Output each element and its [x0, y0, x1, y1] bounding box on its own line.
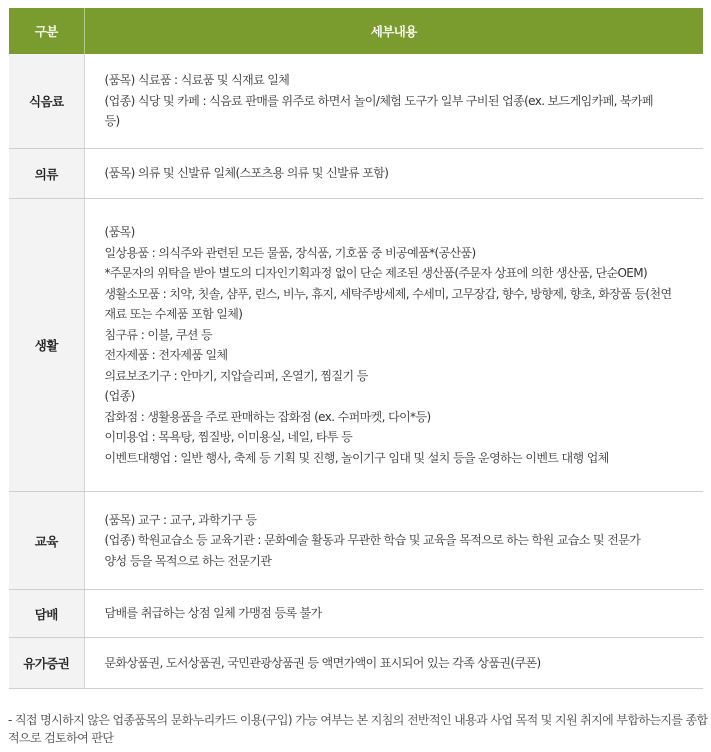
header-details: 세부내용 [84, 8, 703, 54]
detail-line: 이미용업 : 목욕탕, 찜질방, 이미용실, 네일, 타투 등 [104, 430, 353, 444]
table-row [9, 492, 703, 590]
details-cell [84, 54, 703, 149]
table-row [9, 199, 703, 492]
detail-line: 전자제품 : 전자제품 일체 [104, 348, 228, 362]
detail-line: 의료보조기구 : 안마기, 지압슬리퍼, 온열기, 찜질기 등 [104, 368, 368, 383]
table-row [9, 54, 703, 149]
detail-line: (업종) [104, 389, 135, 403]
detail-line: (업종) 식당 및 카페 : 식음료 판매를 위주로 하면서 놀이/체험 도구가 일부 구비된 업종(ex. 보드게임카페, 북카페 [104, 93, 654, 108]
table-header-row [9, 8, 703, 54]
content-wrapper [9, 8, 703, 689]
detail-line: *주문자의 위탁을 받아 별도의 디자인기획과정 없이 단순 제조된 생산품(주문자 상표에 의한 생산품, 단순OEM) [104, 266, 648, 280]
detail-line: (업종) 학원교습소 등 교육기관 : 문화예술 활동과 무관한 학습 및 교육을 목적으로 하는 학원 교습소 및 전문가 [104, 533, 641, 548]
category-cell: 교육 [9, 492, 84, 590]
category-cell: 담배 [9, 590, 84, 638]
detail-line: 잡화점 : 생활용품을 주로 판매하는 잡화점 (ex. 수퍼마켓, 다이*등) [104, 409, 431, 424]
table-row [9, 638, 703, 689]
details-cell [84, 638, 703, 689]
detail-line: 일상용품 : 의식주와 관련된 모든 물품, 장식품, 기호품 중 비공예품*(공산품) [104, 245, 476, 260]
details-cell [84, 492, 703, 590]
detail-line: 양성 등을 목적으로 하는 전문기관 [104, 553, 272, 568]
detail-line: 생활소모품 : 치약, 칫솔, 샴푸, 린스, 비누, 휴지, 세탁주방세제, 수세미, 고무장갑, 향수, 방향제, 향초, 화장품 등(천연 [104, 286, 672, 301]
details-cell [84, 590, 703, 638]
detail-line: 침구류 : 이불, 쿠션 등 [104, 327, 212, 342]
category-details-table [9, 8, 703, 689]
detail-line: 이벤트대행업 : 일반 행사, 축제 등 기획 및 진행, 놀이기구 임대 및 설치 등을 운영하는 이벤트 대행 업체 [104, 450, 609, 465]
detail-line: 등) [104, 114, 120, 129]
table-row [9, 590, 703, 638]
detail-line: (품목) 의류 및 신발류 일체(스포츠용 의류 및 신발류 포함) [104, 166, 389, 181]
footnote: - 직접 명시하지 않은 업종품목의 문화누리카드 이용(구입) 가능 여부는 본 지침의 전반적인 내용과 사업 목적 및 지원 취지에 부합하는지를 종합적으로 검토하여 판단 [8, 713, 708, 745]
header-category: 구분 [9, 8, 84, 54]
category-cell: 식음료 [9, 54, 84, 149]
details-cell [84, 149, 703, 199]
detail-line: 재료 또는 수제품 포함 일체) [104, 307, 243, 321]
category-cell: 유가증권 [9, 638, 84, 689]
table-row [9, 149, 703, 199]
detail-line: (품목) [104, 225, 135, 239]
detail-line: 문화상품권, 도서상품권, 국민관광상품권 등 액면가액이 표시되어 있는 각족 상품권(쿠폰) [104, 655, 541, 670]
category-cell: 생활 [9, 199, 84, 492]
detail-line: 담배를 취급하는 상점 일체 가맹점 등록 불가 [104, 606, 322, 621]
detail-line: (품목) 교구 : 교구, 과학기구 등 [104, 512, 257, 527]
detail-line: (품목) 식료품 : 식료품 및 식재료 일체 [104, 73, 290, 88]
category-cell: 의류 [9, 149, 84, 199]
details-cell [84, 199, 703, 492]
